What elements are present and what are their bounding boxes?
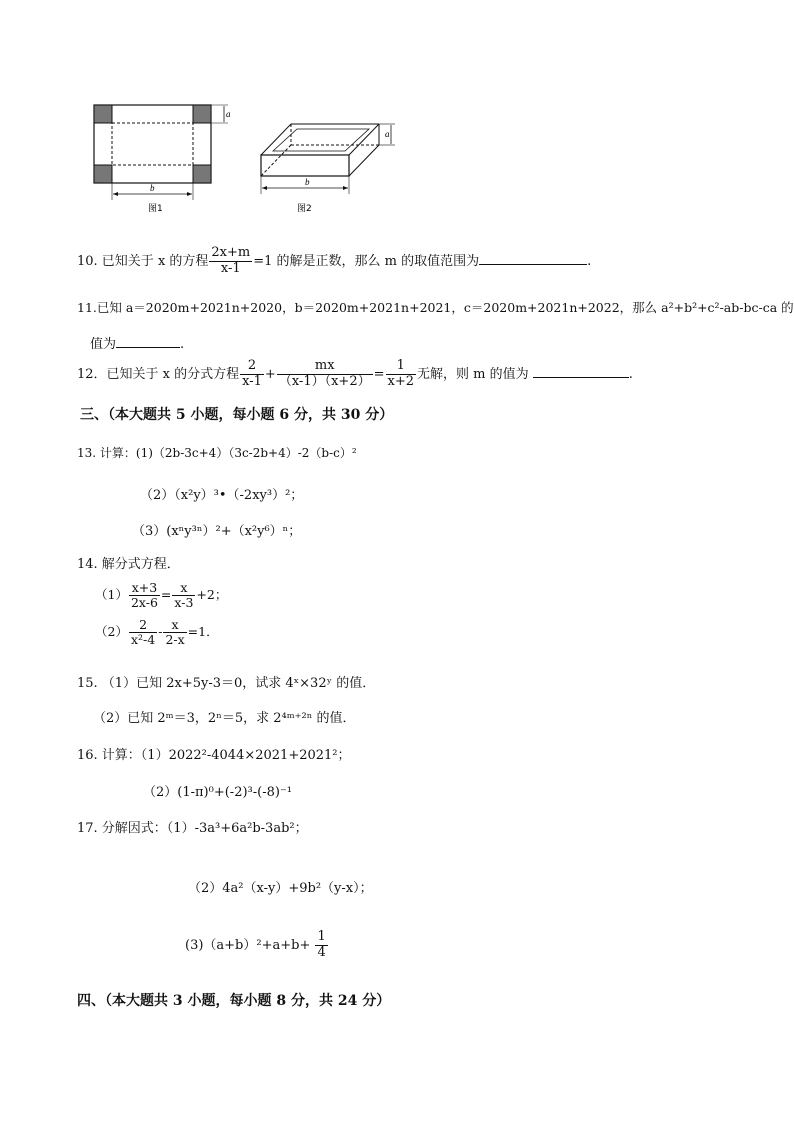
figure-2-caption: 图2 [297, 204, 312, 214]
question-11-line1: 11.已知 a＝2020m+2021n+2020，b＝2020m+2021n+2021，c＝2020m+2021n+2022，那么 a²+b²+c²-ab-bc-ca 的 [77, 300, 794, 315]
q14-p1-f1-numerator: x+3 [129, 581, 160, 596]
dimension-b: b [150, 183, 155, 193]
corner-square [94, 165, 112, 183]
q14-p2-label: （2） [95, 624, 128, 639]
dimension-b: b [305, 177, 310, 187]
q10-denominator: x-1 [220, 260, 241, 276]
q12-equals: = [373, 367, 385, 382]
q10-prefix: 10. 已知关于 x 的方程 [77, 253, 209, 269]
q12-end: . [628, 367, 633, 382]
q14-p1-f1-denominator: 2x-6 [130, 595, 158, 610]
question-10 [77, 246, 591, 277]
question-16-line2: （2）(1-π)⁰+(-2)³-(-8)⁻¹ [143, 785, 293, 800]
q17-line3-prefix: (3)（a+b）²+a+b+ [185, 938, 311, 953]
question-13-line1: 13. 计算：(1)（2b-3c+4）（3c-2b+4）-2（b-c）² [77, 446, 357, 460]
question-17-line3 [185, 928, 329, 964]
question-15-line2: （2）已知 2ᵐ＝3，2ⁿ＝5，求 2⁴ᵐ⁺²ⁿ 的值． [93, 711, 356, 726]
question-14-part2 [95, 615, 219, 649]
q12-f2-denominator: （x-1）（x+2） [278, 374, 371, 389]
q12-f1-numerator: 2 [240, 359, 264, 375]
q12-prefix: 12．已知关于 x 的分式方程 [77, 367, 240, 382]
q17-numerator: 1 [317, 929, 326, 945]
q10-fraction [209, 246, 252, 277]
q14-p1-fraction-2 [172, 581, 195, 611]
q17-denominator: 4 [317, 945, 326, 960]
figure-1 [88, 100, 238, 218]
q12-f1-denominator: x-1 [242, 374, 262, 389]
question-17-line1: 17. 分解因式：（1）-3a³+6a²b-3ab²； [77, 821, 308, 836]
q12-answer-blank[interactable] [533, 365, 629, 378]
q14-p2-end: =1． [187, 624, 219, 639]
q10-answer-blank[interactable] [479, 252, 587, 265]
corner-square [193, 105, 211, 123]
q14-p1-f2-numerator: x [172, 581, 195, 596]
figure-2 [255, 118, 405, 218]
q14-p2-fraction-1 [129, 618, 157, 648]
q14-p2-f1-denominator: x²-4 [130, 632, 156, 647]
figure-1-caption: 图1 [148, 204, 163, 214]
question-12 [77, 358, 633, 392]
q12-f3-numerator: 1 [386, 359, 417, 375]
q12-fraction-2 [277, 359, 373, 390]
q14-p2-f2-denominator: 2-x [165, 632, 185, 647]
corner-square [94, 105, 112, 123]
q14-p1-end: +2； [196, 587, 228, 602]
corner-square [193, 165, 211, 183]
q11-answer-blank[interactable] [116, 335, 180, 348]
q11-prefix: 值为 [90, 337, 117, 352]
q14-p2-f2-numerator: x [163, 618, 186, 633]
q12-fraction-3 [386, 359, 417, 390]
q17-fraction [315, 930, 327, 961]
q14-p2-minus: - [158, 624, 163, 639]
q11-end: . [180, 337, 185, 352]
q14-p2-f1-numerator: 2 [129, 618, 157, 633]
q14-p1-f2-denominator: x-3 [174, 595, 194, 610]
q10-numerator: 2x+m [211, 245, 251, 260]
question-11-line2 [90, 333, 184, 352]
dimension-a: a [226, 109, 231, 119]
dimension-a: a [385, 129, 390, 139]
q10-mid: =1 的解是正数，那么 m 的取值范围为 [253, 253, 480, 269]
question-13-line3: （3）(xⁿy³ⁿ）²+（x²y⁶）ⁿ； [132, 524, 302, 539]
q12-f3-denominator: x+2 [387, 374, 414, 389]
section-4-heading: 四、（本大题共 3 小题，每小题 8 分，共 24 分） [77, 993, 391, 1009]
question-15-line1: 15. （1）已知 2x+5y-3＝0，试求 4ˣ×32ʸ 的值． [77, 676, 376, 691]
q12-plus: + [264, 367, 276, 382]
question-14-title: 14. 解分式方程． [77, 557, 180, 572]
q12-mid: 无解，则 m 的值为 [417, 367, 529, 382]
q12-f2-numerator: mx [277, 359, 373, 375]
q14-p1-fraction-1 [129, 581, 160, 611]
question-16-line1: 16. 计算：（1）2022²-4044×2021+2021²； [77, 748, 351, 763]
question-17-line2: （2）4a²（x-y）+9b²（y-x）； [188, 881, 373, 896]
section-3-heading: 三、（本大题共 5 小题，每小题 6 分，共 30 分） [80, 407, 394, 423]
question-14-part1 [95, 578, 227, 612]
q12-fraction-1 [240, 359, 264, 390]
q14-p2-fraction-2 [163, 618, 186, 648]
q14-p1-equals: = [160, 587, 172, 602]
q14-p1-label: （1） [95, 587, 128, 602]
question-13-line2: （2）（x²y）³•（-2xy³）²； [140, 488, 304, 503]
q10-end: . [587, 253, 592, 269]
